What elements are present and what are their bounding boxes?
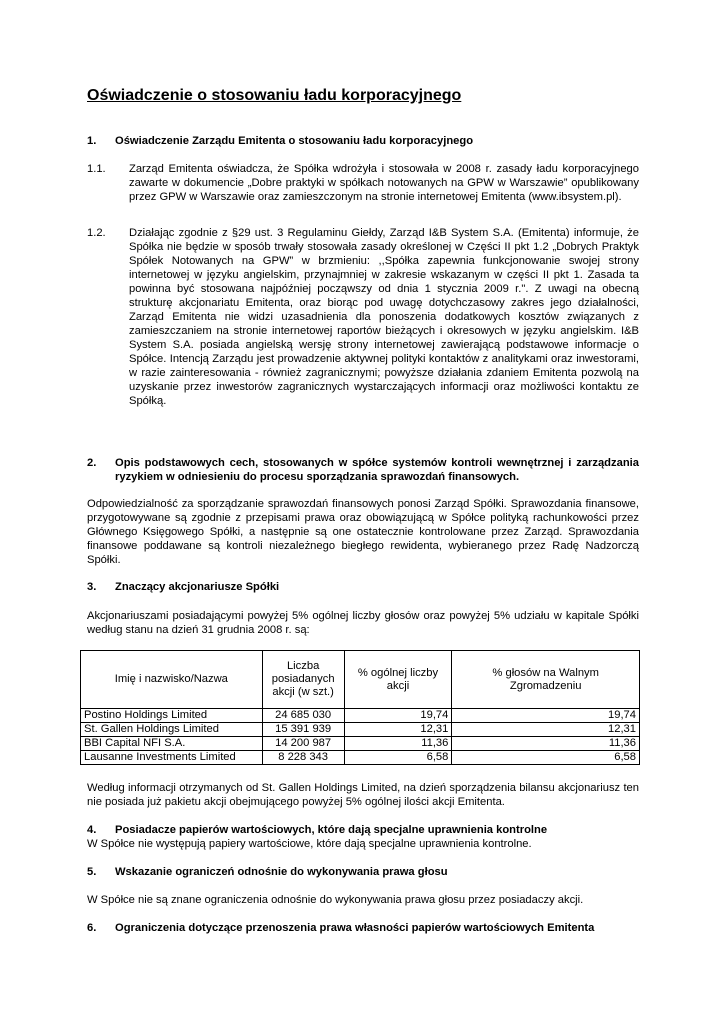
item-text: Działając zgodnie z §29 ust. 3 Regulaminu Giełdy, Zarząd I&B System S.A. (Emitenta) informuje, że Spółka nie będzie w sposób trwały stosowała zasady określonej w Części II pkt 1.2 „Dobrych Praktyk Spółek Notowanych na GPW” w brzmieniu: ,,Spółka zapewnia funkcjonowanie swojej strony internetowej w języku angielskim, przynajmniej w zakresie wskazanym w części II pkt 1. Zasada ta powinna być stosowana najpóźniej począwszy od dnia 1 stycznia 2009 r.". Z uwagi na obecną strukturę akcjonariatu Emitenta, oraz biorąc pod uwagę dotychczasowy zakres jego działalności, Zarząd Emitenta nie widzi uzasadnienia dla ponoszenia dodatkowych kosztów związanych z zamieszczaniem na stronie internetowej raportów bieżących i okresowych w języku angielskim. I&B System S.A. posiada angielską wersję strony internetowej zawierającą podstawowe informacje o Spółce. Intencją Zarządu jest prowadzenie aktywnej polityki kontaktów z analitykami oraz inwestorami, w razie zainteresowania - również zagranicznymi; powyższe działania zdaniem Emitenta pozwolą na uzyskanie przez inwestorów zagranicznych wystarczających informacji oraz możliwości kontaktu ze Spółką. [129, 227, 639, 407]
section-heading-text: Oświadczenie Zarządu Emitenta o stosowaniu ładu korporacyjnego [115, 135, 474, 147]
shareholder-name: Postino Holdings Limited [81, 709, 263, 723]
item-number: 1.1. [87, 163, 106, 175]
shareholder-name: BBI Capital NFI S.A. [81, 737, 263, 751]
section-2-heading [87, 456, 639, 484]
page-title: Oświadczenie o stosowaniu ładu korporacyjnego [87, 87, 462, 104]
item-number: 1.2. [87, 227, 106, 239]
column-header: Imię i nazwisko/Nazwa [81, 651, 263, 709]
column-header: % ogólnej liczby akcji [344, 651, 452, 709]
item-1-2 [87, 226, 639, 408]
section-6-heading [87, 921, 639, 935]
shares-count: 24 685 030 [262, 709, 344, 723]
shares-percent: 6,58 [344, 751, 452, 765]
section-4-heading [87, 823, 639, 837]
shares-count: 8 228 343 [262, 751, 344, 765]
shares-percent: 12,31 [344, 723, 452, 737]
section-heading-text: Opis podstawowych cech, stosowanych w spółce systemów kontroli wewnętrznej i zarządzania ryzykiem w odniesieniu do procesu sporządzania sprawozdań finansowych. [115, 457, 639, 483]
votes-percent: 6,58 [452, 751, 640, 765]
column-header: Liczba posiadanych akcji (w szt.) [262, 651, 344, 709]
shareholder-name: St. Gallen Holdings Limited [81, 723, 263, 737]
section-4-text: W Spółce nie występują papiery wartościowe, które dają specjalne uprawnienia kontrolne. [87, 838, 532, 850]
item-text: Zarząd Emitenta oświadcza, że Spółka wdrożyła i stosowała w 2008 r. zasady ładu korporacyjnego zawarte w dokumencie „Dobre praktyki w spółkach notowanych na GPW w Warszawie” opublikowany przez GPW w Warszawie oraz zamieszczonym na stronie internetowej Emitenta (www.ibsystem.pl). [129, 163, 639, 203]
section-number: 6. [87, 922, 97, 934]
section-5-text: W Spółce nie są znane ograniczenia odnośnie do wykonywania prawa głosu przez posiadaczy akcji. [87, 894, 584, 906]
table-row [81, 709, 640, 723]
section-3-note: Według informacji otrzymanych od St. Gallen Holdings Limited, na dzień sporządzenia bilansu akcjonariusz ten nie posiada już pakietu akcji obejmującego powyżej 5% ogólnej ilości akcji Emitenta. [87, 782, 639, 808]
table-row [81, 737, 640, 751]
section-heading-text: Znaczący akcjonariusze Spółki [115, 581, 280, 593]
section-number: 4. [87, 824, 97, 836]
shares-percent: 11,36 [344, 737, 452, 751]
column-header: % głosów na Walnym Zgromadzeniu [452, 651, 640, 709]
section-number: 1. [87, 135, 97, 147]
table-header-row [81, 651, 640, 709]
section-number: 2. [87, 457, 97, 469]
votes-percent: 12,31 [452, 723, 640, 737]
section-heading-text: Ograniczenia dotyczące przenoszenia prawa własności papierów wartościowych Emitenta [115, 922, 595, 934]
shares-percent: 19,74 [344, 709, 452, 723]
table-row [81, 751, 640, 765]
votes-percent: 19,74 [452, 709, 640, 723]
section-1-heading [87, 134, 639, 148]
section-3-intro: Akcjonariuszami posiadającymi powyżej 5% ogólnej liczby głosów oraz powyżej 5% udziału w kapitale Spółki według stanu na dzień 31 grudnia 2008 r. są: [87, 610, 639, 636]
shares-count: 15 391 939 [262, 723, 344, 737]
section-heading-text: Posiadacze papierów wartościowych, które dają specjalne uprawnienia kontrolne [115, 824, 548, 836]
section-heading-text: Wskazanie ograniczeń odnośnie do wykonywania prawa głosu [115, 866, 448, 878]
section-number: 3. [87, 581, 97, 593]
item-1-1 [87, 162, 639, 204]
votes-percent: 11,36 [452, 737, 640, 751]
table-row [81, 723, 640, 737]
section-3-heading [87, 580, 639, 594]
shareholders-table [80, 650, 640, 765]
section-number: 5. [87, 866, 97, 878]
shares-count: 14 200 987 [262, 737, 344, 751]
section-5-heading [87, 865, 639, 879]
section-2-text: Odpowiedzialność za sporządzanie sprawozdań finansowych ponosi Zarząd Spółki. Sprawozdania finansowe, przygotowywane są zgodnie z przepisami prawa oraz obowiązującą w Spółce polityką rachunkowości przez Głównego Księgowego Spółki, a następnie są one ostatecznie kontrolowane przez Zarząd. Sprawozdania finansowe poddawane są kontroli niezależnego biegłego rewidenta, wybieranego przez Radę Nadzorczą Spółki. [87, 498, 639, 566]
shareholder-name: Lausanne Investments Limited [81, 751, 263, 765]
